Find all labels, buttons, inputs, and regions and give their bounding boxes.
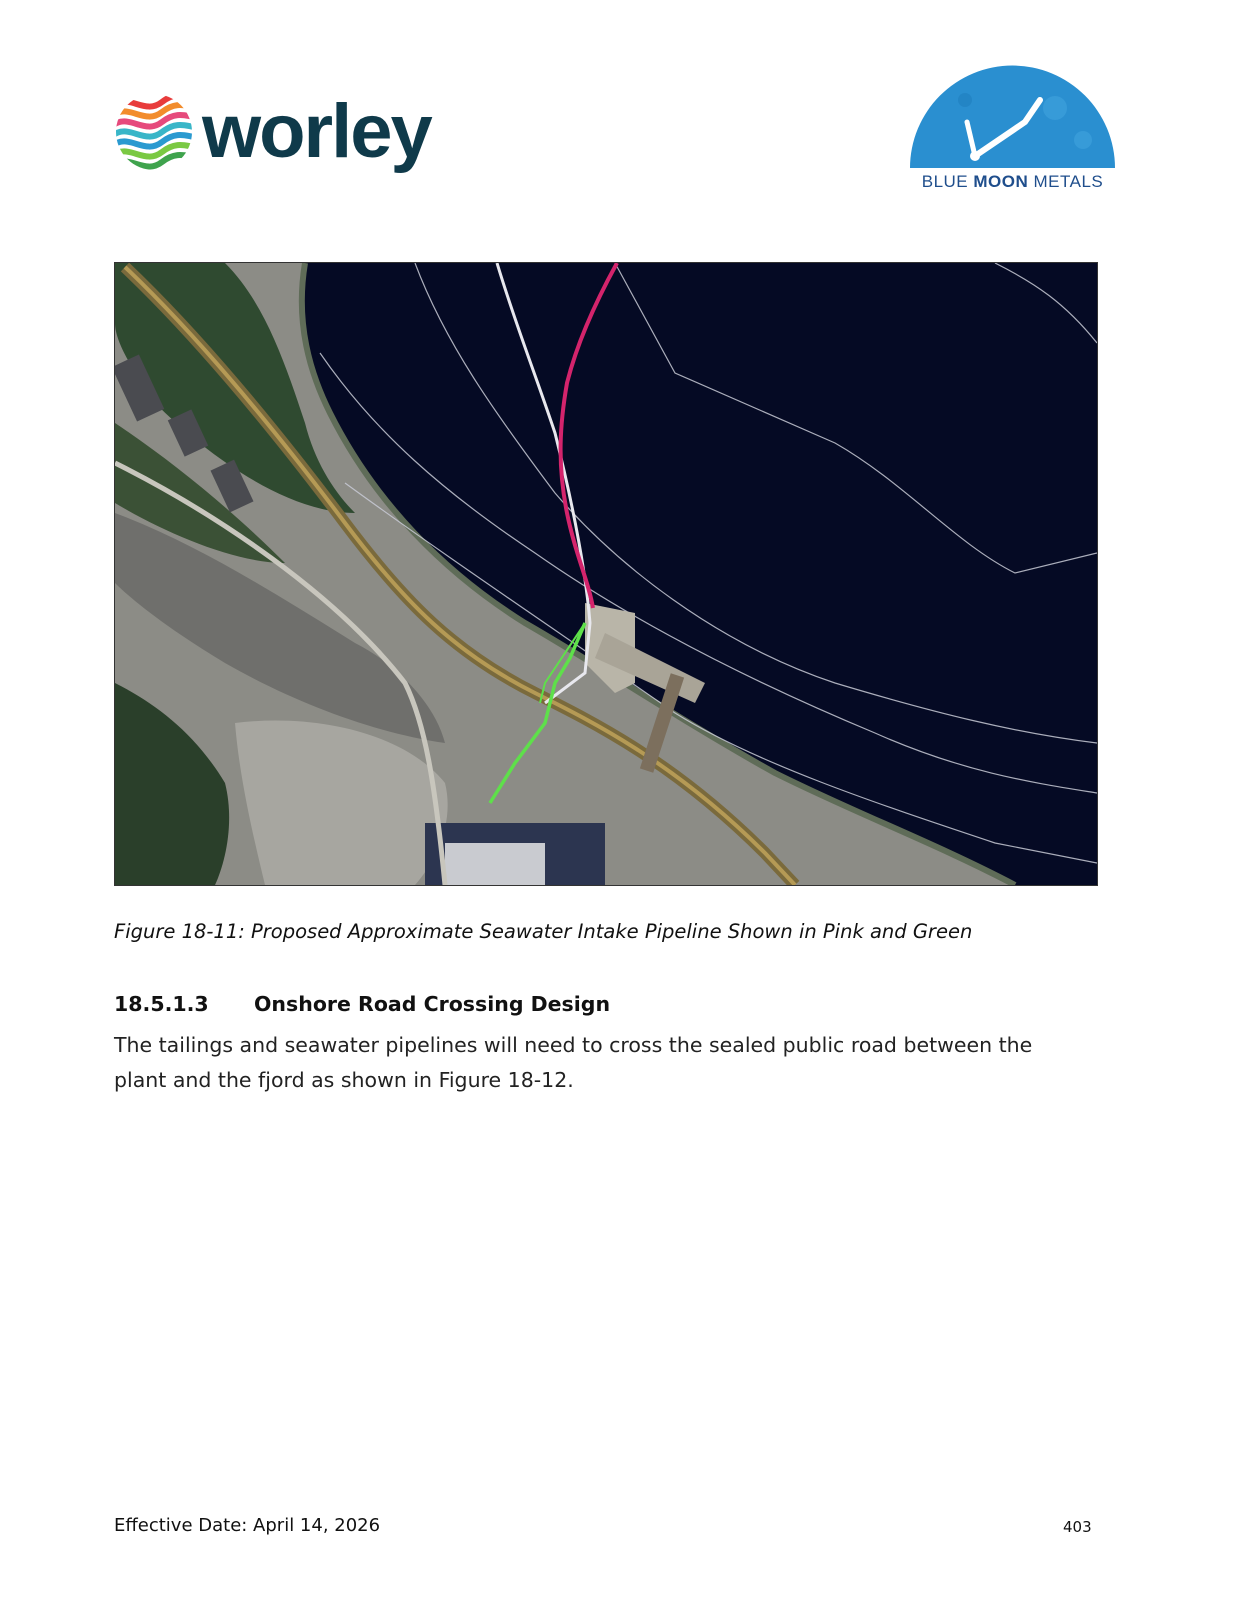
blue-moon-metals-logo-text: BLUE MOON METALS <box>921 172 1104 191</box>
building <box>445 843 545 885</box>
body-line: The tailings and seawater pipelines will need to cross the sealed public road between the <box>114 1033 1033 1057</box>
footer-page-number: 403 <box>1063 1518 1092 1536</box>
blue-moon-icon <box>905 60 1120 170</box>
body-paragraph <box>114 1028 1114 1098</box>
section-heading <box>114 992 610 1016</box>
body-line: plant and the fjord as shown in Figure 18-12. <box>114 1068 574 1092</box>
worley-logo-mark-icon <box>114 92 194 172</box>
seawater-intake-map <box>114 262 1098 886</box>
figure-caption: Figure 18-11: Proposed Approximate Seawater Intake Pipeline Shown in Pink and Green <box>114 920 973 943</box>
worley-logo-text: worley <box>202 89 431 174</box>
footer-effective-date: Effective Date: April 14, 2026 <box>114 1515 381 1536</box>
worley-logo <box>114 89 454 174</box>
section-title: Onshore Road Crossing Design <box>254 992 611 1016</box>
section-number: 18.5.1.3 <box>114 992 209 1016</box>
blue-moon-metals-logo <box>905 60 1120 195</box>
